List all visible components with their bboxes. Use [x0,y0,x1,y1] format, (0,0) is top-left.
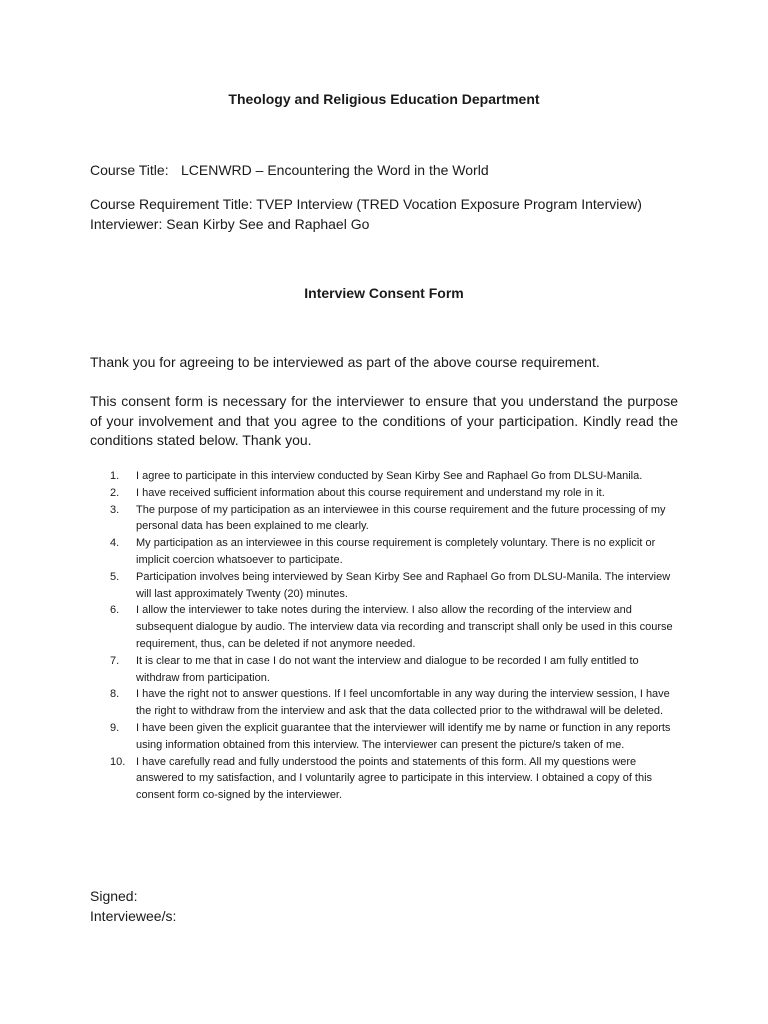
list-item-number: 7. [110,654,120,667]
list-item-number: 4. [110,537,120,550]
list-item-number: 2. [110,486,120,499]
list-item-text: I have the right not to answer questions. If I feel uncomfortable in any way during the interview session, I have the right to withdraw from the interview and ask that the data collected prior to the withdrawal will be deleted. [136,688,670,718]
list-item-number: 10. [110,755,126,768]
intro-paragraph: This consent form is necessary for the interviewer to ensure that you understand the purpose of your involvement and that you agree to the conditions of your participation. Kindly read the conditions stated below. Thank you. [90,393,678,448]
course-title-line [90,160,489,180]
list-item-number: 8. [110,688,120,701]
list-item [90,686,680,720]
interviewer-line: Interviewer: Sean Kirby See and Raphael Go [90,216,370,232]
form-title: Interview Consent Form [304,285,464,301]
list-item-text: I allow the interviewer to take notes during the interview. I also allow the recording of the interview and subsequent dialogue by audio. The interview data via recording and transcript shall only be used in this course requirement, thus, can be deleted if not anymore needed. [136,604,673,650]
list-item [90,569,680,603]
course-requirement-title: Course Requirement Title: TVEP Interview (TRED Vocation Exposure Program Interview) [90,196,642,212]
list-item-text: I have received sufficient information about this course requirement and understand my role in it. [136,486,605,499]
list-item-number: 6. [110,604,120,617]
course-title-value: LCENWRD – Encountering the Word in the World [181,162,489,178]
list-item [90,653,680,687]
list-item-number: 5. [110,570,120,583]
list-item-text: It is clear to me that in case I do not want the interview and dialogue to be recorded I am fully entitled to withdraw from participation. [136,654,639,684]
list-item [90,754,680,804]
course-title-label: Course Title: [90,162,169,178]
department-title: Theology and Religious Education Department [228,91,540,107]
list-item [90,502,680,536]
list-item [90,468,680,485]
signed-label: Signed: [90,888,138,904]
list-item-number: 9. [110,721,120,734]
list-item-text: I have been given the explicit guarantee that the interviewer will identify me by name or function in any reports using information obtained from this interview. The interviewer can present the picture/s taken of me. [136,721,671,751]
list-item [90,720,680,754]
list-item [90,602,680,652]
thanks-paragraph: Thank you for agreeing to be interviewed as part of the above course requirement. [90,354,600,370]
list-item-text: Participation involves being interviewed by Sean Kirby See and Raphael Go from DLSU-Manila. The interview will last approximately Twenty (20) minutes. [136,570,671,600]
list-item-number: 1. [110,470,120,482]
interviewee-label: Interviewee/s: [90,908,177,924]
list-item-text: I agree to participate in this interview conducted by Sean Kirby See and Raphael Go from DLSU-Manila. [136,470,643,482]
list-item-text: I have carefully read and fully understood the points and statements of this form. All my questions were answered to my satisfaction, and I voluntarily agree to participate in this interview. I obtained a copy of this consent form co-signed by the interviewer. [136,755,653,802]
list-item-text: The purpose of my participation as an interviewee in this course requirement and the future processing of my personal data has been explained to me clearly. [136,503,666,533]
conditions-list [90,468,680,804]
list-item-text: My participation as an interviewee in this course requirement is completely voluntary. There is no explicit or implicit coercion whatsoever to participate. [136,537,656,566]
list-item [90,485,680,502]
list-item [90,535,680,569]
list-item-number: 3. [110,503,120,516]
